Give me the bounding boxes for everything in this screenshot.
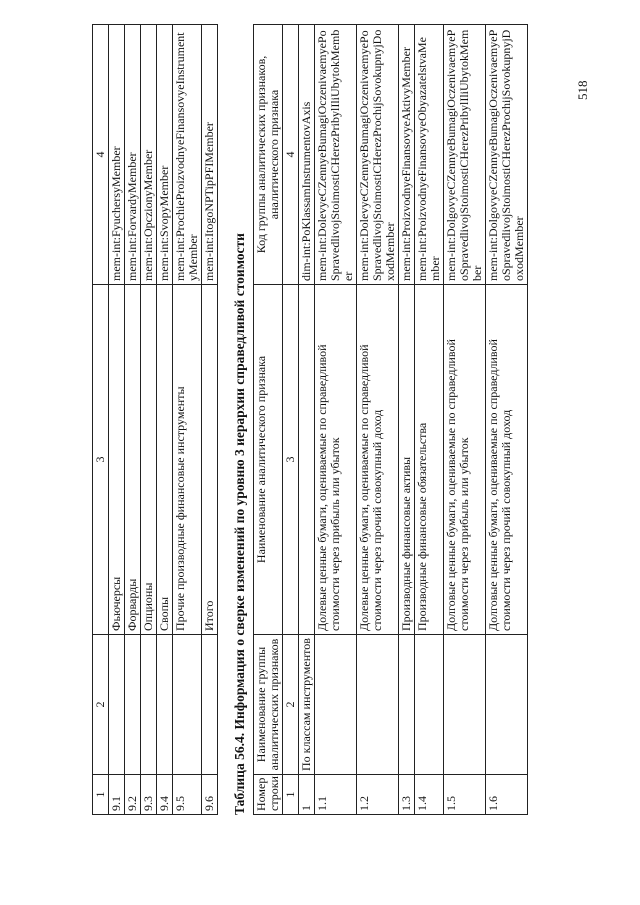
empty-cell xyxy=(141,635,157,775)
table-row xyxy=(444,25,486,815)
group-name: По классам инструментов xyxy=(299,635,315,775)
attr-code: mem-int:ProizvodnyeFinansovyeObyazatelstvaMember xyxy=(415,25,444,285)
table-row xyxy=(157,25,173,815)
row-number: 1.3 xyxy=(399,775,415,815)
empty-cell xyxy=(299,285,315,635)
attr-code: mem-int:ProizvodnyeFinansovyeAktivyMember xyxy=(399,25,415,285)
column-number-row xyxy=(283,25,299,815)
empty-cell xyxy=(486,635,528,775)
col-number-3: 3 xyxy=(283,285,299,635)
empty-cell xyxy=(173,635,202,775)
attr-name: Форварды xyxy=(125,285,141,635)
row-number: 1.5 xyxy=(444,775,486,815)
attr-code: mem-int:ProchieProizvodnyeFinansovyeInstrumentyMember xyxy=(173,25,202,285)
attr-code: mem-int:DolgovyeCZennyeBumagiOczenivaemyePoSpravedlivojStoimostiCHerezProchijSovokupnyjDoxodMember xyxy=(486,25,528,285)
attr-name: Опционы xyxy=(141,285,157,635)
row-number: 9.1 xyxy=(109,775,125,815)
row-number: 9.3 xyxy=(141,775,157,815)
table-row xyxy=(173,25,202,815)
table-row xyxy=(415,25,444,815)
attr-code: mem-int:DolevyeCZennyeBumagiOczenivaemyePoSpravedlivojStoimostiCHerezPribylIliUbytokMember xyxy=(315,25,357,285)
table-level3-reconciliation xyxy=(253,24,528,815)
row-number: 9.5 xyxy=(173,775,202,815)
header-attr-name: Наименование аналитического признака xyxy=(254,285,283,635)
row-number: 9.2 xyxy=(125,775,141,815)
attr-name: Производные финансовые обязательства xyxy=(415,285,444,635)
table-fair-value-derivatives xyxy=(92,24,218,815)
table-header-row xyxy=(93,25,109,815)
empty-cell xyxy=(315,635,357,775)
table-row xyxy=(202,25,218,815)
attr-name: Свопы xyxy=(157,285,173,635)
attr-name: Итого xyxy=(202,285,218,635)
table-row xyxy=(357,25,399,815)
attr-name: Производные финансовые активы xyxy=(399,285,415,635)
row-number: 9.6 xyxy=(202,775,218,815)
table-header-row xyxy=(254,25,283,815)
col-number-3: 3 xyxy=(93,285,109,635)
group-row xyxy=(299,25,315,815)
table-row xyxy=(109,25,125,815)
row-number: 1.2 xyxy=(357,775,399,815)
empty-cell xyxy=(157,635,173,775)
attr-code: mem-int:ForvardyMember xyxy=(125,25,141,285)
col-number-1: 1 xyxy=(283,775,299,815)
row-number: 9.4 xyxy=(157,775,173,815)
table-row xyxy=(399,25,415,815)
table-row xyxy=(125,25,141,815)
table-row xyxy=(141,25,157,815)
empty-cell xyxy=(125,635,141,775)
row-number: 1.6 xyxy=(486,775,528,815)
page-number: 518 xyxy=(575,80,590,100)
header-group-name: Наименование группы аналитических признаков xyxy=(254,635,283,775)
attr-name: Фьючерсы xyxy=(109,285,125,635)
col-number-2: 2 xyxy=(283,635,299,775)
col-number-4: 4 xyxy=(93,25,109,285)
attr-code: mem-int:OpczionyMember xyxy=(141,25,157,285)
group-code: dim-int:PoKlassamInstrumentovAxis xyxy=(299,25,315,285)
attr-name: Долговые ценные бумаги, оцениваемые по справедливой стоимости через прочий совокупный доход xyxy=(486,285,528,635)
table-row xyxy=(486,25,528,815)
empty-cell xyxy=(109,635,125,775)
attr-name: Долевые ценные бумаги, оцениваемые по справедливой стоимости через прочий совокупный доход xyxy=(357,285,399,635)
attr-name: Прочие производные финансовые инструменты xyxy=(173,285,202,635)
attr-code: mem-int:SvopyMember xyxy=(157,25,173,285)
row-number: 1.4 xyxy=(415,775,444,815)
header-row-number: Номер строки xyxy=(254,775,283,815)
table-row xyxy=(315,25,357,815)
header-group-code: Код группы аналитических признаков, аналитического признака xyxy=(254,25,283,285)
table-caption: Таблица 56.4. Информация о сверке изменений по уровню 3 иерархии справедливой стоимости xyxy=(232,233,247,815)
empty-cell xyxy=(399,635,415,775)
attr-code: mem-int:DolevyeCZennyeBumagiOczenivaemyePoSpravedlivojStoimostiCHerezProchijSovokupnyjDoxodMember xyxy=(357,25,399,285)
attr-name: Долевые ценные бумаги, оцениваемые по справедливой стоимости через прибыль или убыток xyxy=(315,285,357,635)
attr-name: Долговые ценные бумаги, оцениваемые по справедливой стоимости через прибыль или убыток xyxy=(444,285,486,635)
attr-code: mem-int:DolgovyeCZennyeBumagiOczenivaemyePoSpravedlivojStoimostiCHerezPribylIliUbytokMember xyxy=(444,25,486,285)
col-number-2: 2 xyxy=(93,635,109,775)
empty-cell xyxy=(357,635,399,775)
empty-cell xyxy=(415,635,444,775)
empty-cell xyxy=(202,635,218,775)
col-number-4: 4 xyxy=(283,25,299,285)
col-number-1: 1 xyxy=(93,775,109,815)
attr-code: mem-int:ItogoNPTipPFIMember xyxy=(202,25,218,285)
attr-code: mem-int:FyuchersyMember xyxy=(109,25,125,285)
empty-cell xyxy=(444,635,486,775)
row-number: 1.1 xyxy=(315,775,357,815)
row-number: 1 xyxy=(299,775,315,815)
